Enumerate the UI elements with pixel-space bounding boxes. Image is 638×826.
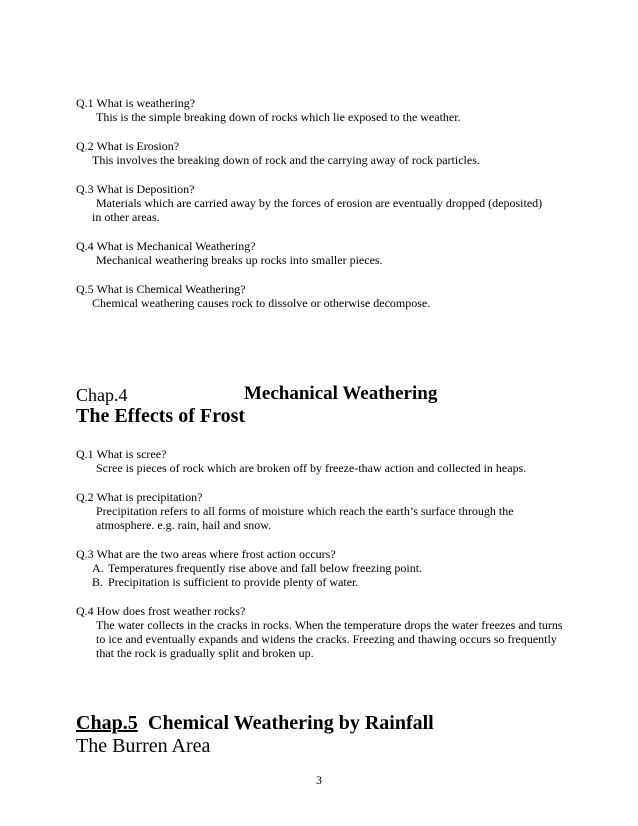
chapter-4-answer-2-line-1: Precipitation refers to all forms of moisture which reach the earth’s surface through the xyxy=(96,504,514,518)
chapter-4-answer-2-line-2: atmosphere. e.g. rain, hail and snow. xyxy=(96,518,272,532)
chapter-4-question-1: Q.1 What is scree? xyxy=(76,447,167,461)
question-2: Q.2 What is Erosion? xyxy=(76,139,180,153)
chapter-4-answer-4-line-3: that the rock is gradually split and broken up. xyxy=(96,646,314,660)
chapter-4-title: Mechanical Weathering xyxy=(244,383,438,404)
question-4: Q.4 What is Mechanical Weathering? xyxy=(76,239,256,253)
question-5: Q.5 What is Chemical Weathering? xyxy=(76,282,246,296)
chapter-4-answer-1: Scree is pieces of rock which are broken off by freeze-thaw action and collected in heaps. xyxy=(96,461,527,475)
answer-5: Chemical weathering causes rock to dissolve or otherwise decompose. xyxy=(92,296,431,310)
list-marker: B. xyxy=(92,575,104,589)
question-1: Q.1 What is weathering? xyxy=(76,96,196,110)
question-3: Q.3 What is Deposition? xyxy=(76,182,195,196)
chapter-4-question-2: Q.2 What is precipitation? xyxy=(76,490,203,504)
answer-1: This is the simple breaking down of rocks which lie exposed to the weather. xyxy=(96,110,461,124)
page-number: 3 xyxy=(316,773,322,787)
chapter-4-subtitle: The Effects of Frost xyxy=(76,405,246,427)
chapter-4-answer-4-line-2: to ice and eventually expands and widens the cracks. Freezing and thawing occurs so frequently xyxy=(96,632,557,646)
answer-2: This involves the breaking down of rock and the carrying away of rock particles. xyxy=(92,153,480,167)
list-text: Temperatures frequently rise above and fall below freezing point. xyxy=(108,561,423,575)
answer-4: Mechanical weathering breaks up rocks into smaller pieces. xyxy=(96,253,383,267)
chapter-5-subtitle: The Burren Area xyxy=(76,735,211,757)
list-text: Precipitation is sufficient to provide plenty of water. xyxy=(108,575,359,589)
chapter-4-answer-4-line-1: The water collects in the cracks in rocks. When the temperature drops the water freezes and turns xyxy=(96,618,563,632)
chapter-4-question-3: Q.3 What are the two areas where frost action occurs? xyxy=(76,547,336,561)
list-marker: A. xyxy=(92,561,104,575)
answer-3-line-2: in other areas. xyxy=(92,210,160,224)
answer-3-line-1: Materials which are carried away by the forces of erosion are eventually dropped (deposited) xyxy=(96,196,543,210)
chapter-4-label: Chap.4 xyxy=(76,385,128,405)
chapter-4-question-4: Q.4 How does frost weather rocks? xyxy=(76,604,246,618)
chapter-5-title: Chemical Weathering by Rainfall xyxy=(148,712,434,734)
chapter-5-label: Chap.5 xyxy=(76,712,138,734)
